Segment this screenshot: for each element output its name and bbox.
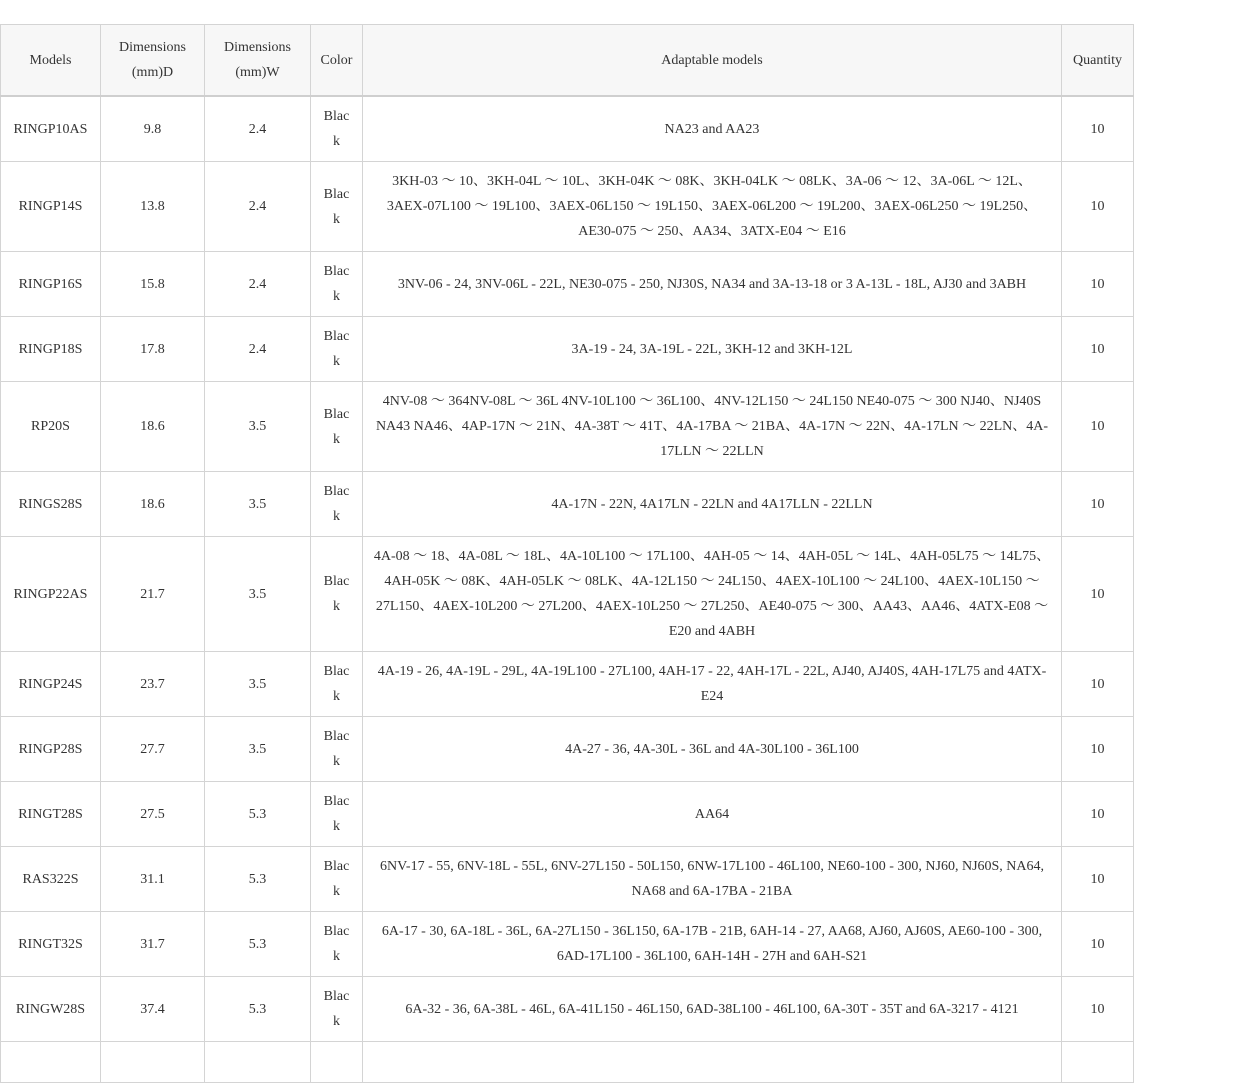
- table-header: [1, 25, 1134, 97]
- cell-dimension-d: 31.7: [101, 912, 205, 977]
- cell-adaptable-models: 6A-32 - 36, 6A-38L - 46L, 6A-41L150 - 46L150, 6AD-38L100 - 46L100, 6A-30T - 35T and 6A-3217 - 4121: [363, 977, 1062, 1042]
- cell-color: Black: [311, 96, 363, 162]
- cell-dimension-d: 18.6: [101, 382, 205, 472]
- cell-dimension-d: 13.8: [101, 162, 205, 252]
- cell-quantity: 10: [1062, 652, 1134, 717]
- cell-dimension-d: 18.6: [101, 472, 205, 537]
- cell-quantity: 10: [1062, 847, 1134, 912]
- cell-adaptable-models: 6A-17 - 30, 6A-18L - 36L, 6A-27L150 - 36L150, 6A-17B - 21B, 6AH-14 - 27, AA68, AJ60, AJ60S, AE60-100 - 300, 6AD-17L100 - 36L100, 6AH-14H - 27H and 6AH-S21: [363, 912, 1062, 977]
- cell-dimension-w: 5.3: [205, 847, 311, 912]
- table-row: [1, 652, 1134, 717]
- cell-quantity: 10: [1062, 252, 1134, 317]
- cell-adaptable-models: 4A-19 - 26, 4A-19L - 29L, 4A-19L100 - 27L100, 4AH-17 - 22, 4AH-17L - 22L, AJ40, AJ40S, 4AH-17L75 and 4ATX-E24: [363, 652, 1062, 717]
- cell-dimension-d: 37.4: [101, 977, 205, 1042]
- product-table: [0, 24, 1134, 1083]
- cell-color: Black: [311, 847, 363, 912]
- cell-color: Black: [311, 977, 363, 1042]
- cell-dimension-w: 3.5: [205, 652, 311, 717]
- cell-dimension-d: 31.1: [101, 847, 205, 912]
- cell-quantity: 10: [1062, 472, 1134, 537]
- cell-quantity: 10: [1062, 782, 1134, 847]
- table-row: [1, 717, 1134, 782]
- cell-model: RINGP10AS: [1, 96, 101, 162]
- cell-dimension-w: 3.5: [205, 472, 311, 537]
- cell-model: RINGT28S: [1, 782, 101, 847]
- table-row: [1, 912, 1134, 977]
- cell-model: RINGP28S: [1, 717, 101, 782]
- cell-dimension-w: 2.4: [205, 96, 311, 162]
- table-row: [1, 252, 1134, 317]
- table-row: [1, 96, 1134, 162]
- cell-dimension-d: [101, 1042, 205, 1083]
- cell-adaptable-models: NA23 and AA23: [363, 96, 1062, 162]
- cell-dimension-d: 21.7: [101, 537, 205, 652]
- cell-model: RINGS28S: [1, 472, 101, 537]
- table-row: [1, 782, 1134, 847]
- cell-quantity: 10: [1062, 162, 1134, 252]
- table-row: [1, 472, 1134, 537]
- cell-dimension-w: 5.3: [205, 782, 311, 847]
- cell-adaptable-models: 4NV-08 ～ 364NV-08L ～ 36L 4NV-10L100 ～ 36L100、4NV-12L150 ～ 24L150 NE40-075 ～ 300 NJ40、NJ40S NA43 NA46、4AP-17N ～ 21N、4A-38T ～ 41T、4A-17BA ～ 21BA、4A-17N ～ 22N、4A-17LN ～ 22LN、4A-17LLN ～ 22LLN: [363, 382, 1062, 472]
- cell-model: RINGP22AS: [1, 537, 101, 652]
- header-dimension-d: Dimensions (mm)D: [101, 25, 205, 97]
- cell-dimension-d: 27.5: [101, 782, 205, 847]
- table-row: [1, 382, 1134, 472]
- cell-dimension-d: 23.7: [101, 652, 205, 717]
- table-row: [1, 317, 1134, 382]
- cell-adaptable-models: 4A-27 - 36, 4A-30L - 36L and 4A-30L100 - 36L100: [363, 717, 1062, 782]
- cell-adaptable-models: 3KH-03 ～ 10、3KH-04L ～ 10L、3KH-04K ～ 08K、3KH-04LK ～ 08LK、3A-06 ～ 12、3A-06L ～ 12L、3AEX-07L100 ～ 19L100、3AEX-06L150 ～ 19L150、3AEX-06L200 ～ 19L200、3AEX-06L250 ～ 19L250、AE30-075 ～ 250、AA34、3ATX-E04 ～ E16: [363, 162, 1062, 252]
- cell-model: RINGP18S: [1, 317, 101, 382]
- product-table-container: [0, 24, 1133, 1083]
- cell-quantity: [1062, 1042, 1134, 1083]
- cell-color: Black: [311, 717, 363, 782]
- cell-dimension-w: 2.4: [205, 252, 311, 317]
- cell-dimension-w: 2.4: [205, 162, 311, 252]
- cell-model: RINGP14S: [1, 162, 101, 252]
- cell-color: Black: [311, 782, 363, 847]
- cell-color: Black: [311, 252, 363, 317]
- header-quantity: Quantity: [1062, 25, 1134, 97]
- table-row: [1, 1042, 1134, 1083]
- table-row: [1, 847, 1134, 912]
- cell-model: RINGP16S: [1, 252, 101, 317]
- cell-quantity: 10: [1062, 317, 1134, 382]
- table-row: [1, 162, 1134, 252]
- cell-dimension-w: 5.3: [205, 977, 311, 1042]
- table-row: [1, 537, 1134, 652]
- table-body: [1, 96, 1134, 1083]
- cell-quantity: 10: [1062, 717, 1134, 782]
- cell-quantity: 10: [1062, 382, 1134, 472]
- cell-color: Black: [311, 162, 363, 252]
- cell-dimension-d: 27.7: [101, 717, 205, 782]
- cell-model: RINGP24S: [1, 652, 101, 717]
- cell-dimension-w: 3.5: [205, 717, 311, 782]
- cell-color: Black: [311, 317, 363, 382]
- cell-adaptable-models: AA64: [363, 782, 1062, 847]
- cell-adaptable-models: 4A-17N - 22N, 4A17LN - 22LN and 4A17LLN - 22LLN: [363, 472, 1062, 537]
- header-adaptable-models: Adaptable models: [363, 25, 1062, 97]
- header-dimension-w: Dimensions (mm)W: [205, 25, 311, 97]
- cell-color: Black: [311, 382, 363, 472]
- cell-color: Black: [311, 537, 363, 652]
- cell-adaptable-models: 3A-19 - 24, 3A-19L - 22L, 3KH-12 and 3KH-12L: [363, 317, 1062, 382]
- cell-adaptable-models: [363, 1042, 1062, 1083]
- cell-dimension-w: [205, 1042, 311, 1083]
- cell-model: RP20S: [1, 382, 101, 472]
- cell-model: [1, 1042, 101, 1083]
- header-row: [1, 25, 1134, 97]
- cell-quantity: 10: [1062, 977, 1134, 1042]
- cell-dimension-w: 3.5: [205, 537, 311, 652]
- table-row: [1, 977, 1134, 1042]
- cell-model: RAS322S: [1, 847, 101, 912]
- cell-dimension-w: 5.3: [205, 912, 311, 977]
- header-color: Color: [311, 25, 363, 97]
- cell-adaptable-models: 3NV-06 - 24, 3NV-06L - 22L, NE30-075 - 250, NJ30S, NA34 and 3A-13-18 or 3 A-13L - 18L, AJ30 and 3ABH: [363, 252, 1062, 317]
- cell-adaptable-models: 6NV-17 - 55, 6NV-18L - 55L, 6NV-27L150 - 50L150, 6NW-17L100 - 46L100, NE60-100 - 300, NJ60, NJ60S, NA64, NA68 and 6A-17BA - 21BA: [363, 847, 1062, 912]
- cell-quantity: 10: [1062, 912, 1134, 977]
- cell-color: Black: [311, 472, 363, 537]
- header-models: Models: [1, 25, 101, 97]
- cell-quantity: 10: [1062, 96, 1134, 162]
- cell-dimension-w: 2.4: [205, 317, 311, 382]
- cell-dimension-w: 3.5: [205, 382, 311, 472]
- cell-quantity: 10: [1062, 537, 1134, 652]
- cell-dimension-d: 9.8: [101, 96, 205, 162]
- cell-color: [311, 1042, 363, 1083]
- cell-dimension-d: 15.8: [101, 252, 205, 317]
- cell-color: Black: [311, 912, 363, 977]
- cell-model: RINGT32S: [1, 912, 101, 977]
- cell-model: RINGW28S: [1, 977, 101, 1042]
- cell-dimension-d: 17.8: [101, 317, 205, 382]
- cell-adaptable-models: 4A-08 ～ 18、4A-08L ～ 18L、4A-10L100 ～ 17L100、4AH-05 ～ 14、4AH-05L ～ 14L、4AH-05L75 ～ 14L75、4AH-05K ～ 08K、4AH-05LK ～ 08LK、4A-12L150 ～ 24L150、4AEX-10L100 ～ 24L100、4AEX-10L150 ～ 27L150、4AEX-10L200 ～ 27L200、4AEX-10L250 ～ 27L250、AE40-075 ～ 300、AA43、AA46、4ATX-E08 ～ E20 and 4ABH: [363, 537, 1062, 652]
- cell-color: Black: [311, 652, 363, 717]
